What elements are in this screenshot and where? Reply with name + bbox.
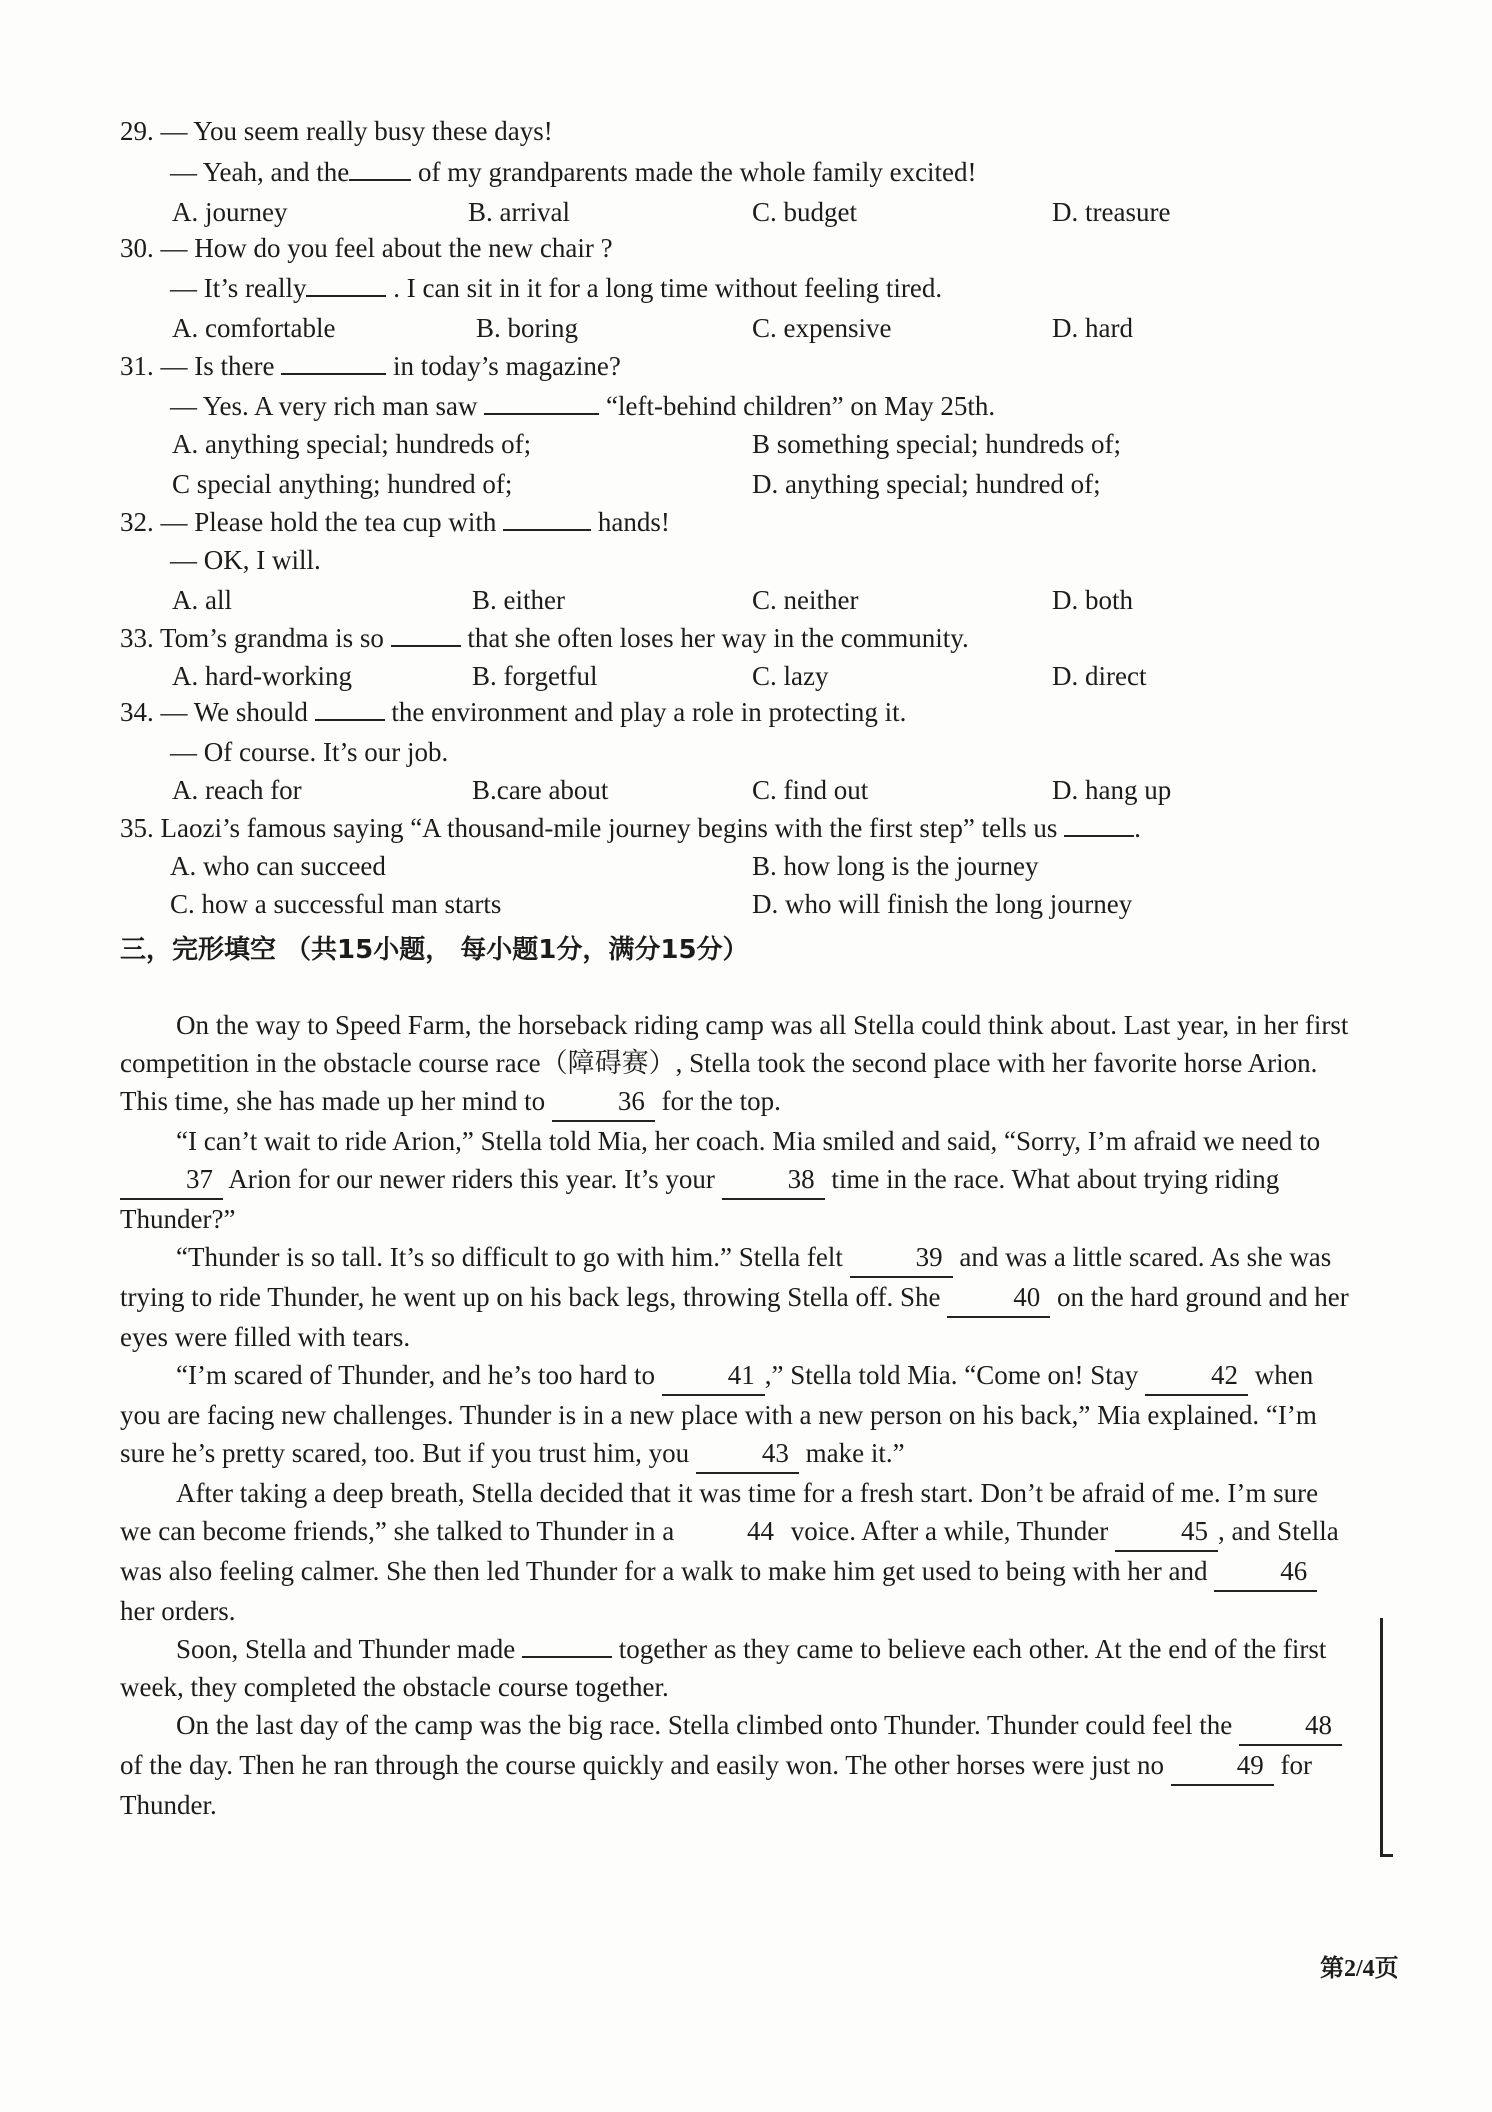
blank-36[interactable]: 36	[552, 1082, 655, 1122]
paragraph-2: “I can’t wait to ride Arion,” Stella told Mia, her coach. Mia smiled and said, “Sorry, I’m afraid we need to 37 Arion for our newer riders this year. It’s your 38 time in the race. What about trying riding Thunder?”	[120, 1126, 1321, 1234]
paragraph-7: On the last day of the camp was the big race. Stella climbed onto Thunder. Thunder could feel the 48 of the day. Then he ran through the course quickly and easily won. The other horses were just no 49 for Thunder.	[120, 1706, 1350, 1824]
q29-line2: — Yeah, and the of my grandparents made the whole family excited!	[170, 157, 977, 187]
q32-option-a: A. all	[172, 585, 232, 615]
q32-option-d: D. both	[1052, 585, 1133, 615]
q30-stem: 30. — How do you feel about the new chair ?	[120, 233, 613, 263]
q30-option-c: C. expensive	[752, 313, 892, 343]
cloze-passage	[120, 1006, 1350, 1824]
q35-option-a: A. who can succeed	[170, 851, 386, 881]
q33-option-a: A. hard-working	[172, 661, 352, 691]
q29-stem: 29. — You seem really busy these days!	[120, 116, 553, 146]
q32-stem: 32. — Please hold the tea cup with hands!	[120, 507, 670, 537]
q32-option-b: B. either	[472, 585, 565, 615]
q31-option-c: C special anything; hundred of;	[172, 469, 513, 499]
paragraph-6: Soon, Stella and Thunder made together as they came to believe each other. At the end of the first week, they completed the obstacle course together.	[120, 1634, 1327, 1702]
margin-bracket	[1380, 1618, 1393, 1857]
q30-option-d: D. hard	[1052, 313, 1133, 343]
blank-49[interactable]: 49	[1171, 1746, 1274, 1786]
blank-44[interactable]: 44	[747, 1516, 775, 1546]
blank-48[interactable]: 48	[1239, 1706, 1342, 1746]
q33-stem: 33. Tom’s grandma is so that she often loses her way in the community.	[120, 623, 969, 653]
paragraph-4: “I’m scared of Thunder, and he’s too hard to 41 ,” Stella told Mia. “Come on! Stay 42 when you are facing new challenges. Thunder is in a new place with a new person on his back,” Mia explained. “I’m sure he’s pretty scared, too. But if you trust him, you 43 make it.”	[120, 1356, 1350, 1474]
blank-42[interactable]: 42	[1145, 1356, 1248, 1396]
q34-option-c: C. find out	[752, 775, 869, 805]
paragraph-1: On the way to Speed Farm, the horseback riding camp was all Stella could think about. Last year, in her first competition in the obstacle course race（障碍赛）, Stella took the second place with her favorite horse Arion. This time, she has made up her mind to 36 for the top.	[120, 1006, 1350, 1122]
q35-stem: 35. Laozi’s famous saying “A thousand-mile journey begins with the first step” tells us .	[120, 813, 1141, 843]
q34-option-d: D. hang up	[1052, 775, 1172, 805]
blank-39[interactable]: 39	[850, 1238, 953, 1278]
blank-43[interactable]: 43	[696, 1434, 799, 1474]
q29-option-b: B. arrival	[468, 197, 570, 227]
q31-stem: 31. — Is there in today’s magazine?	[120, 351, 621, 381]
page-number: 第2/4页	[1320, 1956, 1399, 1982]
blank-45[interactable]: 45	[1115, 1512, 1218, 1552]
blank-37[interactable]: 37	[120, 1160, 223, 1200]
q32-line2: — OK, I will.	[170, 545, 321, 575]
paragraph-5: After taking a deep breath, Stella decided that it was time for a fresh start. Don’t be afraid of me. I’m sure we can become friends,” she talked to Thunder in a 44 voice. After a while, Thunder 45 , and Stella was also feeling calmer. She then led Thunder for a walk to make him get used to being with her and 46 her orders.	[120, 1478, 1339, 1626]
blank-47[interactable]	[522, 1656, 612, 1658]
blank-38[interactable]: 38	[722, 1160, 825, 1200]
q31-line2: — Yes. A very rich man saw “left-behind children” on May 25th.	[170, 391, 996, 421]
q33-option-d: D. direct	[1052, 661, 1147, 691]
q35-option-b: B. how long is the journey	[752, 851, 1039, 881]
q33-option-c: C. lazy	[752, 661, 829, 691]
q30-line2: — It’s really . I can sit in it for a long time without feeling tired.	[170, 273, 943, 303]
blank-41[interactable]: 41	[662, 1356, 765, 1396]
q31-option-d: D. anything special; hundred of;	[752, 469, 1101, 499]
q34-option-a: A. reach for	[172, 775, 302, 805]
section-title: 三，完形填空 （共15小题， 每小题1分，满分15分）	[120, 935, 749, 965]
q31-option-a: A. anything special; hundreds of;	[172, 429, 532, 459]
q35-option-c: C. how a successful man starts	[170, 889, 502, 919]
q30-option-a: A. comfortable	[172, 313, 336, 343]
q34-option-b: B.care about	[472, 775, 609, 805]
q30-option-b: B. boring	[476, 313, 579, 343]
q29-option-d: D. treasure	[1052, 197, 1171, 227]
blank-40[interactable]: 40	[947, 1278, 1050, 1318]
q31-option-b: B something special; hundreds of;	[752, 429, 1121, 459]
q34-stem: 34. — We should the environment and play a role in protecting it.	[120, 697, 907, 727]
q32-option-c: C. neither	[752, 585, 859, 615]
q33-option-b: B. forgetful	[472, 661, 598, 691]
q29-option-a: A. journey	[172, 197, 288, 227]
q34-line2: — Of course. It’s our job.	[170, 737, 449, 767]
q35-option-d: D. who will finish the long journey	[752, 889, 1133, 919]
paragraph-3: “Thunder is so tall. It’s so difficult to go with him.” Stella felt 39 and was a little scared. As she was trying to ride Thunder, he went up on his back legs, throwing Stella off. She 40 on the hard ground and her eyes were filled with tears.	[120, 1238, 1350, 1356]
blank-46[interactable]: 46	[1214, 1552, 1317, 1592]
q29-option-c: C. budget	[752, 197, 857, 227]
